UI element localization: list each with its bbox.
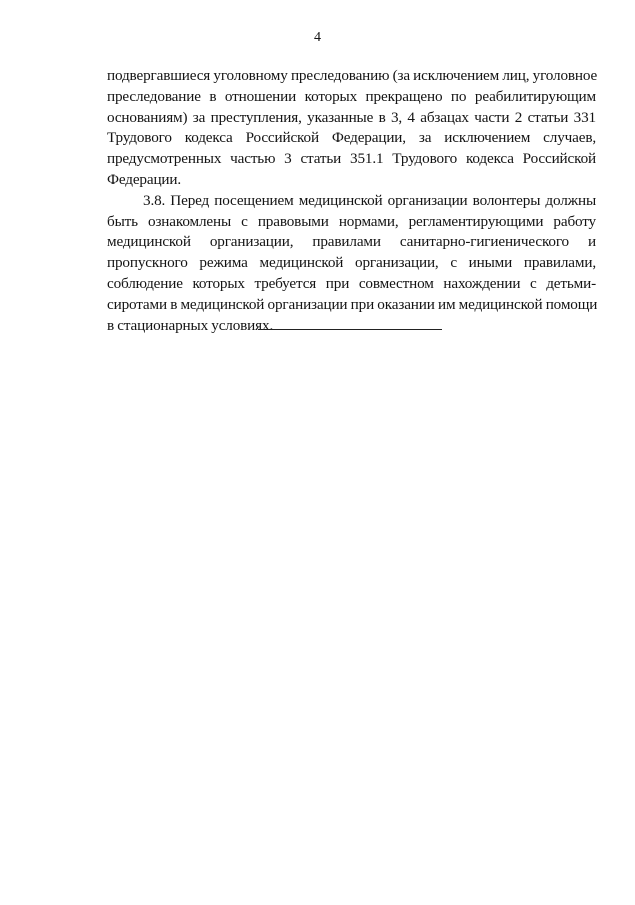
text-line: медицинской организации, правилами санитарно-гигиенического и — [107, 233, 596, 251]
page-number: 4 — [314, 30, 321, 45]
paragraph-continuation — [107, 66, 596, 191]
text-line: преследование в отношении которых прекращено по реабилитирующим — [107, 87, 596, 105]
text-line: пропускного режима медицинской организации, с иными правилами, — [107, 254, 596, 272]
paragraph-3-8 — [107, 191, 596, 337]
text-line: быть ознакомлены с правовыми нормами, регламентирующими работу — [107, 212, 596, 230]
text-line: основаниям) за преступления, указанные в 3, 4 абзацах части 2 статьи 331 — [107, 108, 596, 126]
text-line: подвергавшиеся уголовному преследованию (за исключением лиц, уголовное — [107, 67, 598, 84]
text-line: предусмотренных частью 3 статьи 351.1 Трудового кодекса Российской — [107, 150, 596, 168]
end-of-document-rule — [258, 329, 442, 330]
text-line: 3.8. Перед посещением медицинской организации волонтеры должны — [143, 191, 596, 209]
text-line: сиротами в медицинской организации при оказании им медицинской помощи — [107, 295, 598, 313]
text-line: Трудового кодекса Российской Федерации, за исключением случаев, — [107, 129, 596, 147]
text-line: Федерации. — [107, 170, 182, 188]
text-line: соблюдение которых требуется при совместном нахождении с детьми- — [107, 274, 596, 292]
text-line: в стационарных условиях. — [107, 316, 274, 334]
document-body — [107, 66, 596, 336]
